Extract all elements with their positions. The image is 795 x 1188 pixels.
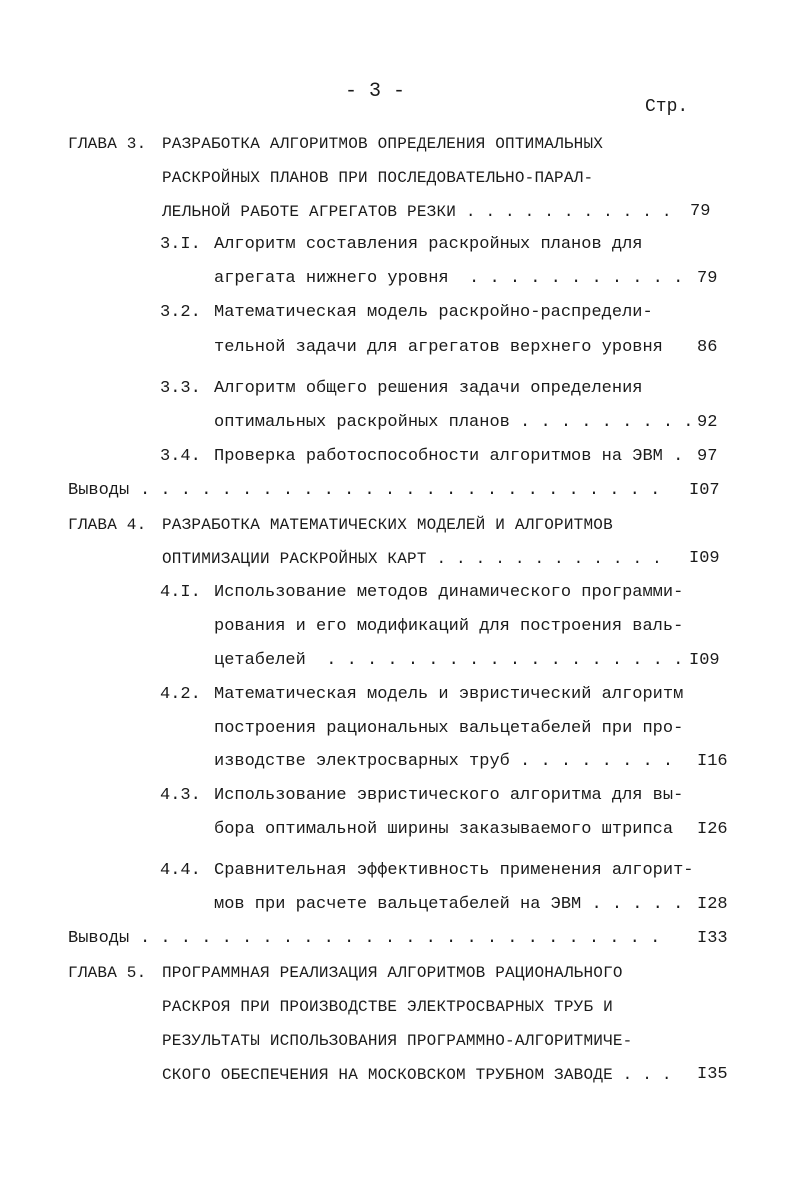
toc-page: 86 [697, 338, 718, 357]
toc-line: ПРОГРАММНАЯ РЕАЛИЗАЦИЯ АЛГОРИТМОВ РАЦИОНАЛЬНОГО [162, 964, 623, 982]
toc-page: I09 [689, 549, 720, 568]
toc-line: РАСКРОЯ ПРИ ПРОИЗВОДСТВЕ ЭЛЕКТРОСВАРНЫХ ТРУБ И [162, 998, 613, 1016]
toc-page: I33 [697, 929, 728, 948]
toc-prefix: 4.4. [160, 861, 201, 880]
toc-line: Использование эвристического алгоритма для вы- [214, 786, 684, 805]
toc-line: Математическая модель раскройно-распредели- [214, 303, 653, 322]
toc-page: I09 [689, 651, 720, 670]
toc-prefix: 3.3. [160, 379, 201, 398]
toc-line: ЛЕЛЬНОЙ РАБОТЕ АГРЕГАТОВ РЕЗКИ . . . . . . . . . . . [162, 203, 672, 221]
toc-line: оптимальных раскройных планов . . . . . . . . . [214, 413, 694, 432]
toc-line: рования и его модификаций для построения валь- [214, 617, 684, 636]
toc-line: бора оптимальной ширины заказываемого штрипса [214, 820, 674, 839]
toc-prefix: ГЛАВА 3. [68, 135, 147, 153]
toc-prefix: 3.I. [160, 235, 201, 254]
toc-line: РАЗРАБОТКА МАТЕМАТИЧЕСКИХ МОДЕЛЕЙ И АЛГОРИТМОВ [162, 516, 613, 534]
toc-prefix: 3.2. [160, 303, 201, 322]
toc-prefix: ГЛАВА 5. [68, 964, 147, 982]
toc-line: СКОГО ОБЕСПЕЧЕНИЯ НА МОСКОВСКОМ ТРУБНОМ ЗАВОДЕ . . . [162, 1066, 672, 1084]
toc-line: РАСКРОЙНЫХ ПЛАНОВ ПРИ ПОСЛЕДОВАТЕЛЬНО-ПАРАЛ- [162, 169, 594, 187]
toc-line: Сравнительная эффективность применения алгорит- [214, 861, 694, 880]
toc-line: . . . . . . . . . . . . . . . . . . . . . . . . . . [140, 481, 661, 500]
toc-line: Проверка работоспособности алгоритмов на ЭВМ . [214, 447, 684, 466]
toc-page: I28 [697, 895, 728, 914]
toc-line: Использование методов динамического программи- [214, 583, 684, 602]
toc-line: Алгоритм составления раскройных планов для [214, 235, 643, 254]
page-number: - 3 - [345, 80, 406, 103]
toc-page: I35 [697, 1065, 728, 1084]
toc-page: 97 [697, 447, 718, 466]
toc-page: 92 [697, 413, 718, 432]
toc-line: тельной задачи для агрегатов верхнего уровня [214, 338, 663, 357]
toc-line: Алгоритм общего решения задачи определения [214, 379, 643, 398]
toc-line: РАЗРАБОТКА АЛГОРИТМОВ ОПРЕДЕЛЕНИЯ ОПТИМАЛЬНЫХ [162, 135, 604, 153]
toc-line: мов при расчете вальцетабелей на ЭВМ . . . . . [214, 895, 684, 914]
toc-page: I07 [689, 481, 720, 500]
toc-page: I16 [697, 752, 728, 771]
toc-page: 79 [697, 269, 718, 288]
toc-line: агрегата нижнего уровня . . . . . . . . . . . [214, 269, 684, 288]
toc-page: I26 [697, 820, 728, 839]
toc-prefix: 4.I. [160, 583, 201, 602]
toc-prefix: 4.2. [160, 685, 201, 704]
toc-line: цетабелей . . . . . . . . . . . . . . . . . . [214, 651, 684, 670]
toc-prefix: 3.4. [160, 447, 201, 466]
toc-line: Математическая модель и эвристический алгоритм [214, 685, 684, 704]
page-column-label: Стр. [645, 97, 689, 117]
toc-page: 79 [690, 202, 711, 221]
toc-line: . . . . . . . . . . . . . . . . . . . . . . . . . . [140, 929, 661, 948]
toc-prefix: Выводы [68, 481, 130, 500]
toc-line: построения рациональных вальцетабелей при про- [214, 719, 684, 738]
toc-prefix: Выводы [68, 929, 130, 948]
toc-line: ОПТИМИЗАЦИИ РАСКРОЙНЫХ КАРТ . . . . . . . . . . . . [162, 550, 662, 568]
toc-line: РЕЗУЛЬТАТЫ ИСПОЛЬЗОВАНИЯ ПРОГРАММНО-АЛГОРИТМИЧЕ- [162, 1032, 633, 1050]
toc-prefix: ГЛАВА 4. [68, 516, 147, 534]
toc-prefix: 4.3. [160, 786, 201, 805]
toc-line: изводстве электросварных труб . . . . . . . . [214, 752, 674, 771]
